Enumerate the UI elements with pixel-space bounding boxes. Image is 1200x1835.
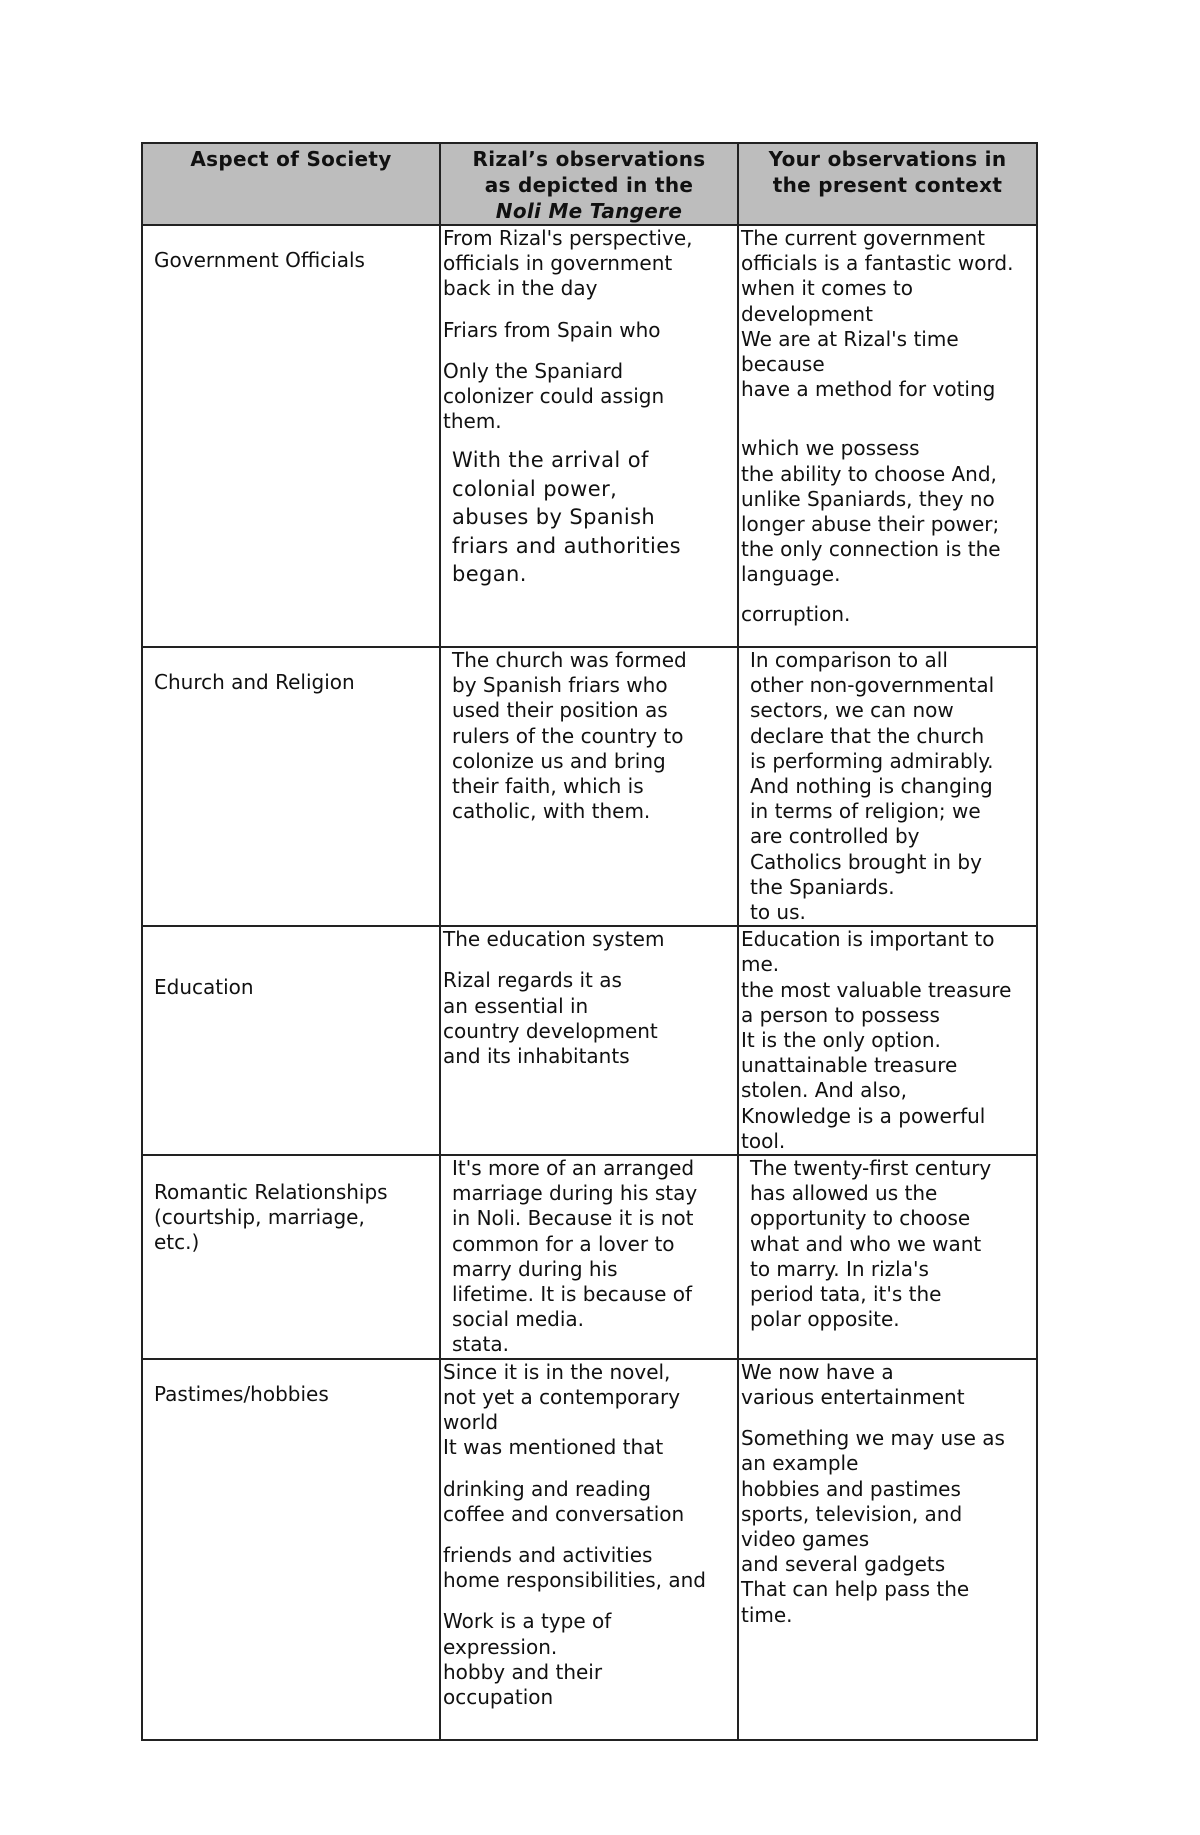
aspect-label: Government Officials (154, 248, 365, 272)
aspect-cell (142, 1155, 440, 1359)
rizal-paragraph: Rizal regards it as an essential in country development and its inhabitants (443, 968, 658, 1069)
yours-cell (738, 225, 1037, 647)
header-aspect (142, 143, 440, 225)
yours-cell (738, 1155, 1037, 1359)
yours-paragraph: Something we may use as an example hobbies and pastimes sports, television, and video games and several gadgets That can help pass the time. (741, 1426, 1005, 1627)
yours-paragraph: which we possess the ability to choose And, unlike Spaniards, they no longer abuse their power; the only connection is the language. (741, 436, 1001, 587)
header-rizal-line2: as depicted in the (484, 173, 694, 197)
header-rizal (440, 143, 738, 225)
table-row (142, 1155, 1037, 1359)
aspect-cell (142, 1359, 440, 1740)
yours-paragraph: The twenty-first century has allowed us the opportunity to choose what and who we want to marry. In rizla's period tata, it's the polar opposite. (750, 1156, 992, 1332)
aspect-label: Pastimes/hobbies (154, 1381, 329, 1406)
header-aspect-label: Aspect of Society (190, 147, 392, 171)
rizal-cell (440, 1155, 738, 1359)
aspect-cell (142, 926, 440, 1155)
observations-table (141, 142, 1038, 1741)
yours-paragraph: In comparison to all other non-governmental sectors, we can now declare that the church is performing admirably. And nothing is changing in terms of religion; we are controlled by Catholics brought in by the Spaniards. to us. (750, 648, 995, 925)
yours-cell (738, 926, 1037, 1155)
rizal-paragraph: Since it is in the novel, not yet a contemporary world It was mentioned that (443, 1359, 681, 1460)
header-rizal-line1: Rizal’s observations (472, 147, 706, 171)
table-row (142, 225, 1037, 647)
yours-paragraph: The current government officials is a fantastic word. when it comes to development We are at Rizal's time because have a method for voting (741, 226, 1014, 402)
rizal-paragraph: From Rizal's perspective, officials in government back in the day (443, 226, 693, 301)
rizal-paragraph: With the arrival of colonial power, abuses by Spanish friars and authorities began. (452, 448, 681, 587)
table-row (142, 926, 1037, 1155)
rizal-paragraph: drinking and reading coffee and conversation (443, 1476, 685, 1526)
observations-sheet (141, 142, 1036, 1726)
table-row (142, 647, 1037, 926)
yours-paragraph: Education is important to me. the most valuable treasure a person to possess It is the only option. unattainable treasure stolen. And also, Knowledge is a powerful tool. (741, 927, 1012, 1153)
rizal-cell (440, 926, 738, 1155)
rizal-paragraph: Friars from Spain who (443, 317, 661, 342)
aspect-label: Church and Religion (154, 670, 355, 694)
yours-cell (738, 647, 1037, 926)
rizal-paragraph: It's more of an arranged marriage during his stay in Noli. Because it is not common for a lover to marry during his lifetime. It is because of social media. stata. (452, 1156, 698, 1357)
rizal-paragraph: The church was formed by Spanish friars who used their position as rulers of the country to colonize us and bring their faith, which is catholic, with them. (452, 648, 687, 824)
aspect-cell (142, 225, 440, 647)
rizal-paragraph: The education system (443, 927, 665, 952)
rizal-paragraph: friends and activities home responsibilities, and (443, 1542, 706, 1593)
header-yours (738, 143, 1037, 225)
rizal-paragraph: Only the Spaniard colonizer could assign them. (443, 358, 665, 434)
aspect-cell (142, 647, 440, 926)
table-row (142, 1359, 1037, 1740)
yours-paragraph: corruption. (741, 601, 851, 626)
rizal-cell (440, 647, 738, 926)
rizal-paragraph: Work is a type of expression. hobby and their occupation (443, 1609, 612, 1709)
rizal-cell (440, 1359, 738, 1740)
aspect-label: Romantic Relationships (courtship, marriage, etc.) (154, 1180, 388, 1255)
header-rizal-title: Noli Me Tangere (495, 199, 683, 223)
aspect-label: Education (154, 975, 254, 1000)
header-yours-label: Your observations in the present context (768, 147, 1007, 197)
rizal-cell (440, 225, 738, 647)
yours-paragraph: We now have a various entertainment (741, 1359, 965, 1409)
yours-cell (738, 1359, 1037, 1740)
header-row (142, 143, 1037, 225)
